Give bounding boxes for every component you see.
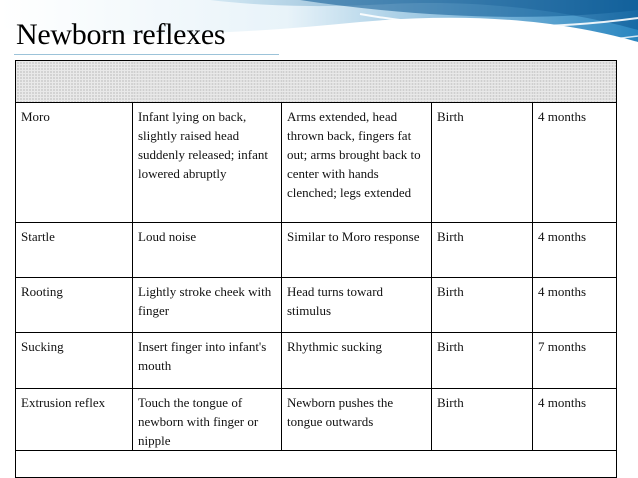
disappears-cell: 4 months: [533, 389, 617, 451]
stimulus-cell: Lightly stroke cheek with finger: [133, 278, 282, 333]
header-cell: [282, 61, 432, 103]
disappears-cell: 7 months: [533, 333, 617, 389]
response-cell: Rhythmic sucking: [282, 333, 432, 389]
table-row: [16, 103, 617, 223]
response-cell: Newborn pushes the tongue outwards: [282, 389, 432, 451]
reflex-table-container: [15, 60, 616, 472]
reflex-name-cell: Moro: [16, 103, 133, 223]
table-row: [16, 278, 617, 333]
reflex-name-cell: Sucking: [16, 333, 133, 389]
appears-cell: Birth: [432, 223, 533, 278]
disappears-cell: 4 months: [533, 103, 617, 223]
header-cell: [133, 61, 282, 103]
header-cell: [533, 61, 617, 103]
reflex-name-cell: Startle: [16, 223, 133, 278]
stimulus-cell: Infant lying on back, slightly raised head suddenly released; infant lowered abruptly: [133, 103, 282, 223]
appears-cell: Birth: [432, 333, 533, 389]
table-row: [16, 389, 617, 451]
reflex-table: [15, 60, 617, 478]
stimulus-cell: Touch the tongue of newborn with finger or nipple: [133, 389, 282, 451]
header-cell: [16, 61, 133, 103]
reflex-name-cell: Rooting: [16, 278, 133, 333]
disappears-cell: 4 months: [533, 223, 617, 278]
stimulus-cell: Loud noise: [133, 223, 282, 278]
title-underline: [14, 54, 279, 55]
appears-cell: Birth: [432, 389, 533, 451]
table-footer-row: [16, 451, 617, 478]
footer-cell: [16, 451, 617, 478]
header-cell: [432, 61, 533, 103]
appears-cell: Birth: [432, 278, 533, 333]
response-cell: Similar to Moro response: [282, 223, 432, 278]
table-header-row: [16, 61, 617, 103]
appears-cell: Birth: [432, 103, 533, 223]
response-cell: Arms extended, head thrown back, fingers fat out; arms brought back to center with hands clenched; legs extended: [282, 103, 432, 223]
reflex-name-cell: Extrusion reflex: [16, 389, 133, 451]
disappears-cell: 4 months: [533, 278, 617, 333]
stimulus-cell: Insert finger into infant's mouth: [133, 333, 282, 389]
table-row: [16, 333, 617, 389]
response-cell: Head turns toward stimulus: [282, 278, 432, 333]
slide-title: Newborn reflexes: [16, 18, 226, 51]
table-row: [16, 223, 617, 278]
